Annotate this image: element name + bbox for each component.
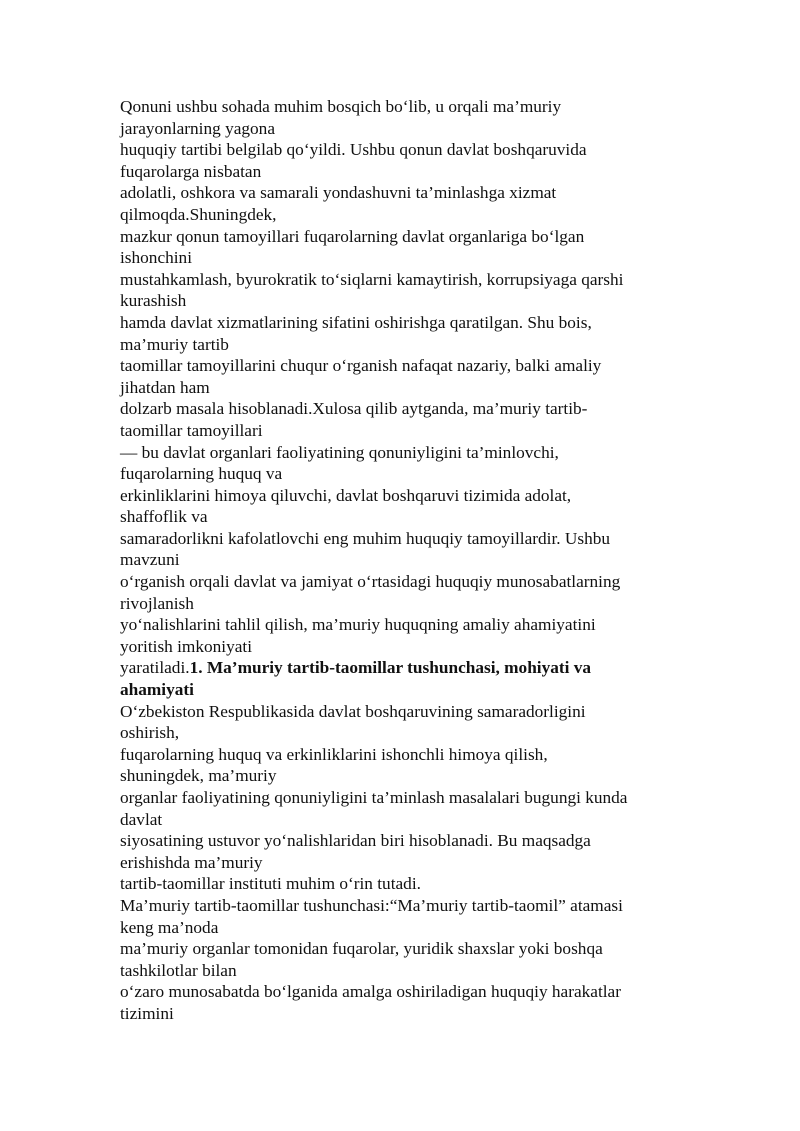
text-line: o‘rganish orqali davlat va jamiyat o‘rtasidagi huquqiy munosabatlarning [120,572,621,592]
text-line: jihatdan ham [120,377,210,397]
text-fragment: yaratiladi. [120,658,190,678]
text-line: ishonchini [120,248,193,268]
text-line: rivojlanish [120,593,194,613]
text-line: taomillar tamoyillarini chuqur o‘rganish nafaqat nazariy, balki amaliy [120,356,602,376]
text-line: tashkilotlar bilan [120,960,237,980]
text-line: kurashish [120,291,187,311]
document-page [120,96,680,1025]
text-line: samaradorlikni kafolatlovchi eng muhim huquqiy tamoyillardir. Ushbu [120,528,611,548]
text-line: organlar faoliyatining qonuniyligini ta’minlash masalalari bugungi kunda [120,788,628,807]
text-line: — bu davlat organlari faoliyatining qonuniyligini ta’minlovchi, [120,442,559,462]
text-line: erishishda ma’muriy [120,852,263,872]
section-heading: 1. Ma’muriy tartib-taomillar tushunchasi, mohiyati va [189,658,592,678]
text-line: Qonuni ushbu sohada muhim bosqich bo‘lib, u orqali ma’muriy [120,97,562,116]
text-line: mavzuni [120,550,180,570]
text-line: oshirish, [120,723,180,743]
text-line: taomillar tamoyillari [120,420,263,440]
text-line: yo‘nalishlarini tahlil qilish, ma’muriy huquqning amaliy ahamiyatini [120,615,596,635]
text-line: huquqiy tartibi belgilab qo‘yildi. Ushbu qonun davlat boshqaruvida [120,140,587,160]
text-line: ma’muriy tartib [120,334,229,354]
text-line: mustahkamlash, byurokratik to‘siqlarni kamaytirish, korrupsiyaga qarshi [120,269,624,289]
text-line: mazkur qonun tamoyillari fuqarolarning davlat organlariga bo‘lgan [120,226,585,246]
text-line: tartib-taomillar instituti muhim o‘rin tutadi. [120,874,421,894]
text-line: ma’muriy organlar tomonidan fuqarolar, yuridik shaxslar yoki boshqa [120,939,603,959]
text-line: o‘zaro munosabatda bo‘lganida amalga oshiriladigan huquqiy harakatlar [120,982,621,1002]
text-line: siyosatining ustuvor yo‘nalishlaridan biri hisoblanadi. Bu maqsadga [120,831,591,851]
text-line: davlat [120,809,163,829]
text-line: shuningdek, ma’muriy [120,766,277,786]
text-line: fuqarolarga nisbatan [120,161,262,181]
text-line: O‘zbekiston Respublikasida davlat boshqaruvining samaradorligini [120,701,586,721]
text-line: tizimini [120,1003,174,1023]
section-heading-continuation: ahamiyati [120,680,194,700]
text-line: fuqarolarning huquq va erkinliklarini ishonchli himoya qilish, [120,744,548,764]
text-line-with-heading [120,657,680,679]
text-line: shaffoflik va [120,507,208,527]
text-line: Ma’muriy tartib-taomillar tushunchasi:“Ma’muriy tartib-taomil” atamasi [120,895,623,915]
text-line: jarayonlarning yagona [120,118,275,138]
text-line: keng ma’noda [120,917,219,937]
text-line: erkinliklarini himoya qiluvchi, davlat boshqaruvi tizimida adolat, [120,485,572,505]
text-line: adolatli, oshkora va samarali yondashuvni ta’minlashga xizmat [120,183,557,203]
text-line: dolzarb masala hisoblanadi.Xulosa qilib aytganda, ma’muriy tartib- [120,399,588,419]
text-line: fuqarolarning huquq va [120,464,283,484]
text-line: yoritish imkoniyati [120,636,253,656]
text-line: hamda davlat xizmatlarining sifatini oshirishga qaratilgan. Shu bois, [120,312,592,332]
text-line: qilmoqda.Shuningdek, [120,204,277,224]
